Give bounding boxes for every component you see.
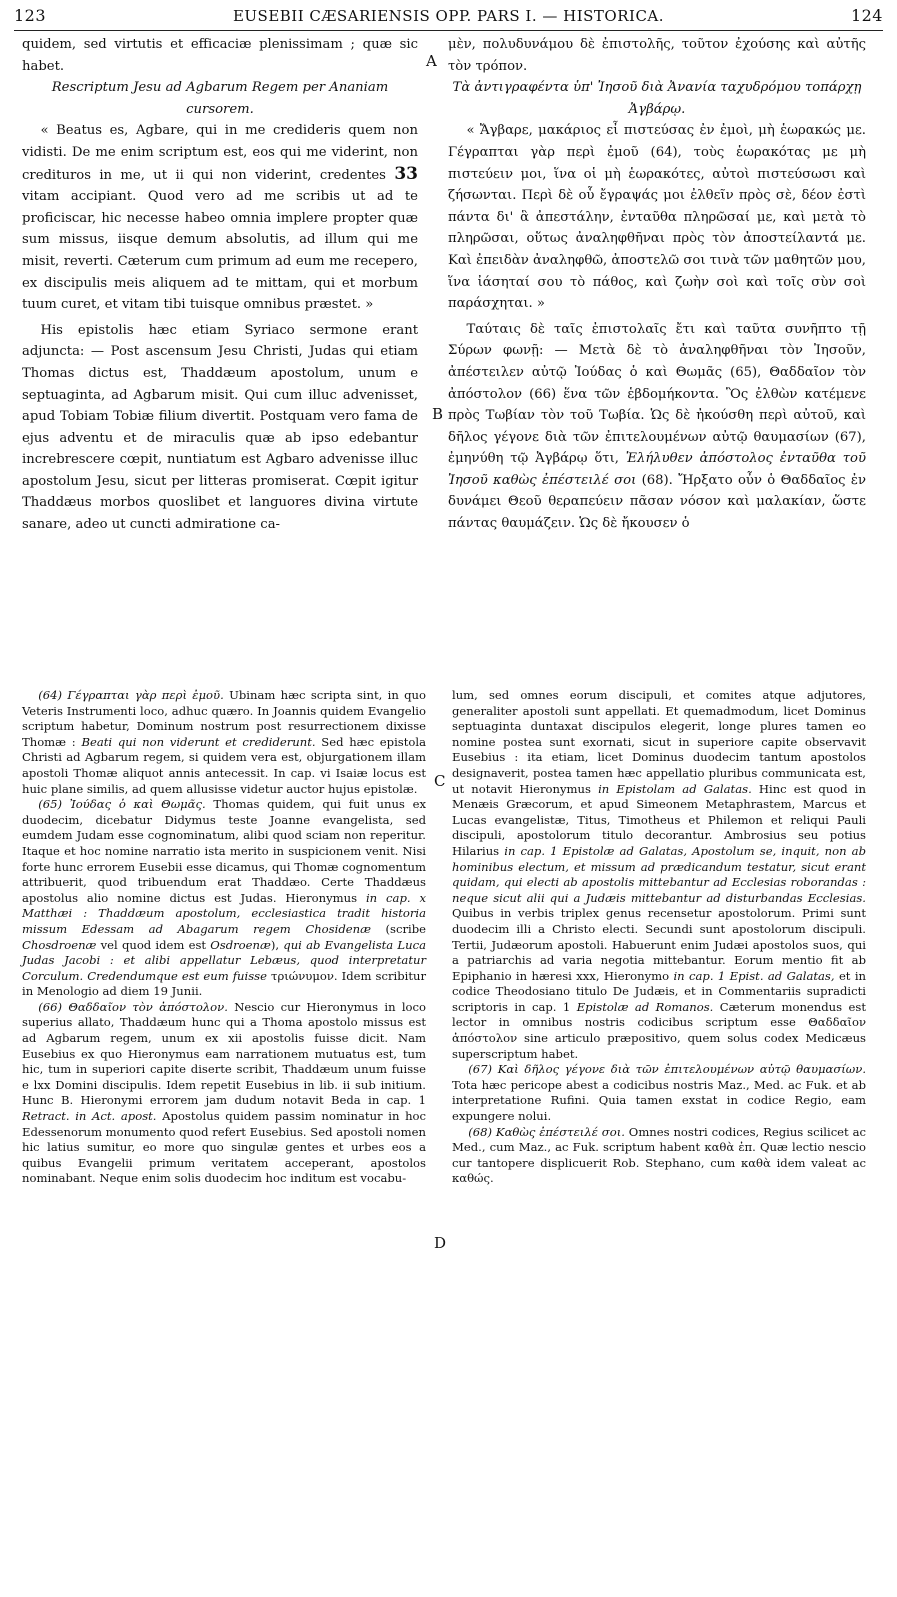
note-67: (67) Καὶ δῆλος γέγονε διὰ τῶν ἐπιτελουμένων αὐτῷ θαυμασίων. Tota hæc pericope abest a codicibus nostris Maz., Med. ac Fuk. et ab interpretatione Rufini. Quia tamen exstat in codice Regio, eam expungere nolui. xyxy=(452,1062,866,1124)
latin-heading: Rescriptum Jesu ad Agbarum Regem per Ananiam cursorem. xyxy=(51,80,389,117)
running-title: EUSEBII CÆSARIENSIS OPP. PARS I. — HISTORICA. xyxy=(232,7,665,25)
margin-ref-33: 33 xyxy=(394,163,418,184)
greek-paragraph-1: μὲν, πολυδυνάμου δὲ ἐπιστολῆς, τοῦτον ἐχούσης καὶ αὐτῆς τὸν τρόπον. xyxy=(448,37,866,74)
greek-paragraph-2: « Ἄγβαρε, μακάριος εἶ πιστεύσας ἐν ἐμοὶ, μὴ ἑωρακώς με. Γέγραπται γὰρ περὶ ἐμοῦ (64), τοὺς ἑωρακότας με μὴ πιστεύειν μοι, ἵνα οἱ μὴ ἑωρακότες, αὐτοὶ πιστεύσωσι καὶ ζήσωνται. Περὶ δὲ οὗ ἔγραψάς μοι ἐλθεῖν πρὸς σὲ, δέον ἐστὶ πάντα δι' ἃ ἀπεστάλην, ἐνταῦθα πληρῶσαί με, καὶ μετὰ τὸ πληρῶσαι, οὕτως ἀναληφθῆναι πρὸς τὸν ἀποστείλαντά με. Καὶ ἐπειδὰν ἀναληφθῶ, ἀποστελῶ σοι τινὰ τῶν μαθητῶν μου, ἵνα ἰάσηταί σου τὸ πάθος, καὶ ζωὴν σοὶ καὶ τοῖς σὺν σοὶ παράσχηται. » xyxy=(448,123,866,312)
page-number-right: 124 xyxy=(850,6,883,25)
greek-paragraph-3: Ταύταις δὲ ταῖς ἐπιστολαῖς ἔτι καὶ ταῦτα συνῆπτο τῇ Σύρων φωνῇ: — Μετὰ δὲ τὸ ἀναληφθῆναι τὸν Ἰησοῦν, ἀπέστειλεν αὐτῷ Ἰούδας ὁ καὶ Θωμᾶς (65), Θαδδαῖον τὸν ἀπόστολον (66) ἕνα τῶν ἑβδομήκοντα. Ὃς ἐλθὼν κατέμενε πρὸς Τωβίαν τὸν τοῦ Τωβία. Ὡς δὲ ἠκούσθη περὶ αὐτοῦ, καὶ δῆλος γέγονε διὰ τῶν ἐπιτελουμένων αὐτῷ θαυμασίων (67), ἐμηνύθη τῷ Ἀγβάρῳ ὅτι, Ἐλήλυθεν ἀπόστολος ἐνταῦθα τοῦ Ἰησοῦ καθὼς ἐπέστειλέ σοι (68). Ἤρξατο οὖν ὁ Θαδδαῖος ἐν δυνάμει Θεοῦ θεραπεύειν πᾶσαν νόσον καὶ μαλακίαν, ὥστε πάντας θαυμάζειν. Ὡς δὲ ἤκουσεν ὁ xyxy=(448,321,866,532)
notes-left-column xyxy=(22,688,426,1187)
marker-c: C xyxy=(434,772,446,790)
note-65: (65) Ἰούδας ὁ καὶ Θωμᾶς. Thomas quidem, qui fuit unus ex duodecim, dicebatur Didymus teste Joanne evangelista, sed eumdem Judam esse cognominatum, alibi quod sciam non reperitur. Itaque et hoc nomine narratio ista merito in suspicionem venit. Nisi forte hunc errorem Eusebii esse dicamus, qui Thomæ cognomentum attribuerit, quod tribuendum erat Thaddæo. Certe Thaddæus apostolus alio nomine dictus est Judas. Hieronymus in cap. x Matthæi : Thaddæum apostolum, ecclesiastica tradit historia missum Edessam ad Abagarum regem Chosidenæ (scribe Chosdroenæ vel quod idem est Osdroenæ), qui ab Evangelista Luca Judas Jacobi : et alibi appellatur Lebæus, quod interpretatur Corculum. Credendumque est eum fuisse τριώνυμον. Idem scribitur in Menologio ad diem 19 Junii. xyxy=(22,797,427,999)
header-rule xyxy=(14,30,883,31)
page-number-left: 123 xyxy=(14,6,47,25)
greek-column xyxy=(448,34,866,535)
note-66-continued: lum, sed omnes eorum discipuli, et comites atque adjutores, generaliter apostoli sunt appellati. Et quemadmodum, licet Dominus septuaginta duntaxat discipulos elegerit, longe plures tamen eo nomine postea sunt exornati, sicut in superiore capite observavit Eusebius : ita etiam, licet Dominus duodecim tantum apostolos designaverit, postea tamen hæc appellatio pluribus communicata est, ut notavit Hieronymus in Epistolam ad Galatas. Hinc est quod in Menæis Græcorum, et apud Simeonem Metaphrastem, Marcus et Lucas evangelistæ, Titus, Timotheus et Philemon et reliqui Pauli discipuli, apostolorum titulo decorantur. Ambrosius seu potius Hilarius in cap. 1 Epistolæ ad Galatas, Apostolum se, inquit, non ab hominibus electum, et missum ad prædicandum testatur, sicut erant quidam, qui electi ab apostolis mittebantur ad Ecclesias roborandas : neque sicut alii qui a Judæis mittebantur ad disturbandas Ecclesias. Quibus in verbis triplex genus recensetur apostolorum. Primi sunt duodecim illi a Christo electi. Secundi sunt apostolorum discipuli. Tertii, Judæorum apostoli. Habuerunt enim Judæi apostolos suos, qui a patriarchis ad varia negotia mittebantur. Eorum mentio fit ab Epiphanio in hæresi xxx, Hieronymo in cap. 1 Epist. ad Galatas, et in codice Theodosiano titulo De Judæis, et in Commentariis supradicti scriptoris in cap. 1 Epistolæ ad Romanos. Cæterum monendus est lector in omnibus nostris codicibus scriptum esse Θαδδαῖον ἀπόστολον sine articulo præpositivo, quem solus codex Medicæus superscriptum habet. xyxy=(452,688,866,1061)
running-header xyxy=(14,6,883,28)
notes-right-column xyxy=(452,688,866,1187)
latin-column xyxy=(22,34,418,536)
marker-b: B xyxy=(432,405,444,423)
latin-paragraph-2: « Beatus es, Agbare, qui in me credideris quem non vidisti. De me enim scriptum est, eos qui me viderint, non credituros in me, ut ii qui non viderint, credentes 33 vitam accipiant. Quod vero ad me scribis ut ad te proficiscar, hic necesse habeo omnia implere propter quæ sum missus, iisque demum absolutis, ad illum qui me misit, reverti. Cæterum cum primum ad eum me recepero, ex discipulis meis aliquem ad te mittam, qui et morbum tuum curet, et vitam tibi tuisque omnibus præstet. » xyxy=(22,123,418,313)
note-66: (66) Θαδδαῖον τὸν ἀπόστολον. Nescio cur Hieronymus in loco superius allato, Thaddæum hunc qui a Thoma apostolo missus est ad Agbarum regem, unum ex xii apostolis fuisse dicit. Nam Eusebius ex quo Hieronymus eam narrationem mutuatus est, tum hic, tum in superiori capite diserte scribit, Thaddæum unum fuisse e lxx Domini discipulis. Idem repetit Eusebius in lib. ii sub initium. Hunc B. Hieronymi errorem jam dudum notavit Beda in cap. 1 Retract. in Act. apost. Apostolus quidem passim nominatur in hoc Edessenorum monumento quod refert Eusebius. Sed apostoli nomen hic latius sumitur, eo more quo singulæ gentes et urbes eos a quibus Evangelii primum veritatem acceperant, apostolos nominabant. Neque enim solis duodecim hoc inditum est vocabu- xyxy=(22,999,427,1186)
marker-d: D xyxy=(434,1234,447,1252)
greek-heading: Τὰ ἀντιγραφέντα ὑπ' Ἰησοῦ διὰ Ἀνανία ταχυδρόμου τοπάρχῃ Ἀγβάρῳ. xyxy=(452,80,862,117)
note-64: (64) Γέγραπται γὰρ περὶ ἐμοῦ. Ubinam hæc scripta sint, in quo Veteris Instrumenti loco, adhuc quæro. In Joannis quidem Evangelio scriptum habetur, Dominum nostrum post resurrectionem dixisse Thomæ : Beati qui non viderunt et crediderunt. Sed hæc epistola Christi ad Agbarum regem, si quidem vera est, objurgationem illam apostoli Thomæ aliquot annis antecessit. In cap. vi Isaiæ locus est huic plane similis, ad quem allusisse videtur auctor hujus epistolæ. xyxy=(22,688,426,796)
latin-paragraph-3: His epistolis hæc etiam Syriaco sermone erant adjuncta: — Post ascensum Jesu Christi, Judas qui etiam Thomas dictus est, Thaddæum apostolum, unum e septuaginta, ad Agbarum misit. Qui cum illuc advenisset, apud Tobiam Tobiæ filium divertit. Postquam vero fama de ejus adventu et de miraculis quæ ab ipso edebantur increbrescere cœpit, nuntiatum est Agbaro advenisse illuc apostolum Jesu, sicut per litteras promiserat. Cœpit igitur Thaddæus morbos quoslibet et languores divina virtute sanare, adeo ut cuncti admiratione ca- xyxy=(22,322,418,533)
marker-a: A xyxy=(426,52,437,70)
note-68: (68) Καθὼς ἐπέστειλέ σοι. Omnes nostri codices, Regius scilicet ac Med., cum Maz., ac Fuk. scriptum habent καθὰ ἐπ. Quæ lectio nescio cur tantopere displicuerit Rob. Stephano, cum καθὰ idem valeat ac καθώς. xyxy=(452,1124,866,1186)
latin-paragraph-1: quidem, sed virtutis et efficaciæ plenissimam ; quæ sic habet. xyxy=(22,37,418,74)
